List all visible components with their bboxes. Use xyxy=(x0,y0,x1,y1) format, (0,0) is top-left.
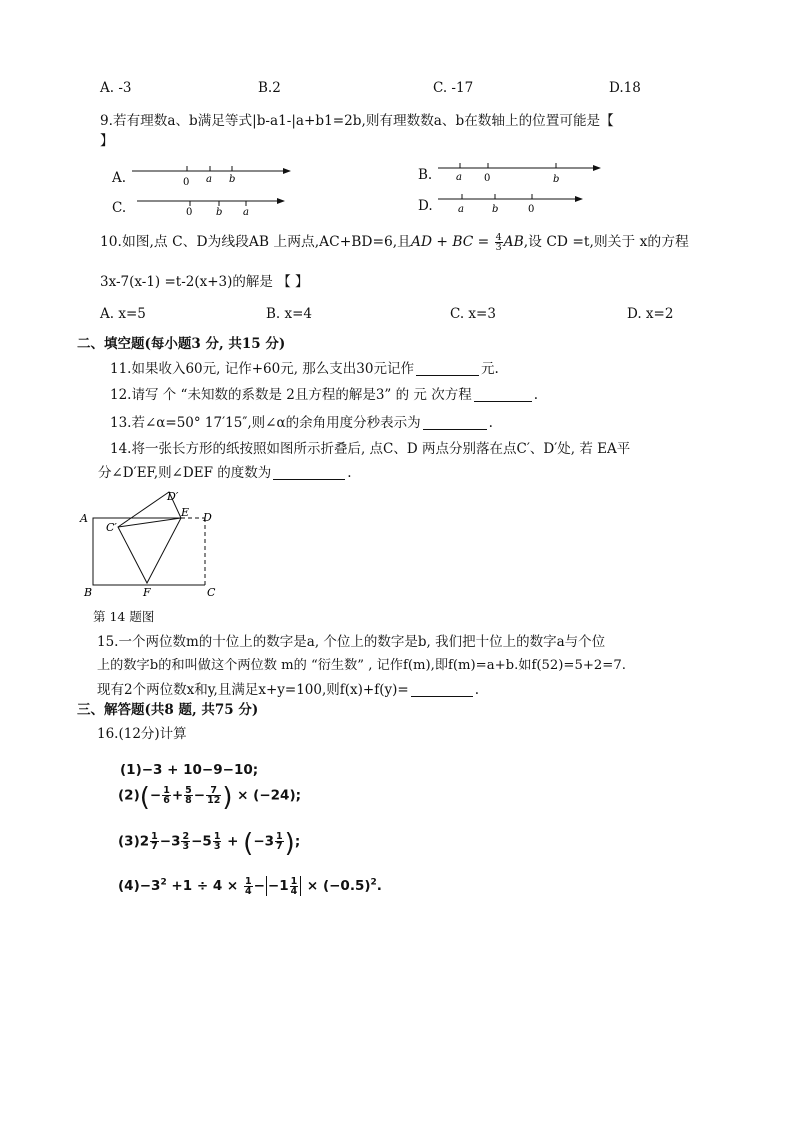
q9-stem-close: 】 xyxy=(100,133,114,149)
q13-text: 13.若∠α=50° 17′15″,则∠α的余角用度分秒表示为 xyxy=(110,415,421,431)
q15-text-end: . xyxy=(474,682,479,698)
q14-label-b: B xyxy=(84,586,93,599)
q10-formula-rhs: AB xyxy=(503,234,524,250)
q14-caption: 第 14 题图 xyxy=(93,609,155,624)
q16-part1: (1)−3 + 10−9−10; xyxy=(120,762,259,778)
q10-formula-lhs: AD + BC = xyxy=(410,234,494,250)
q14-label-c-prime: C′ xyxy=(106,521,117,534)
q8-option-b: B.2 xyxy=(258,80,281,96)
q9c-a: a xyxy=(243,207,249,218)
q11-answer-blank[interactable] xyxy=(416,361,479,376)
q11-text: 11.如果收入60元, 记作+60元, 那么支出30元记作 xyxy=(110,361,414,377)
q9a-zero: 0 xyxy=(183,177,190,188)
q9-number-line-c xyxy=(137,201,284,206)
q10-option-b: B. x=4 xyxy=(266,306,313,322)
q8-option-c: C. -17 xyxy=(433,80,474,96)
q16-part4: $(4)-3^2 +1 \div 4$ × $\frac{1}{4}$ − −1 $\frac{1}{4}$ × $(-0.5)^2$. xyxy=(118,875,382,897)
q9-number-line-b xyxy=(438,163,600,168)
q10-option-d: D. x=2 xyxy=(627,306,674,322)
q12-text: 12.请写 个 “未知数的系数是 2且方程的解是3” 的 元 次方程 xyxy=(110,387,472,403)
q9-option-a-label: A. xyxy=(112,170,127,186)
q9-option-c-label: C. xyxy=(112,200,127,216)
q15-line3 xyxy=(97,681,479,699)
q13-answer-blank[interactable] xyxy=(423,415,487,430)
q9d-zero: 0 xyxy=(528,204,535,215)
q10-stem-post: ,设 CD =t,则关于 x的方程 xyxy=(523,234,689,250)
q13 xyxy=(110,414,493,432)
q12 xyxy=(110,386,538,404)
q10-equation-line: 3x-7(x-1) =t-2(x+3)的解是 【 】 xyxy=(100,274,309,290)
q14-label-d-prime: D′ xyxy=(167,490,179,503)
q9-number-lines xyxy=(0,0,794,240)
section2-title: 二、填空题(每小题3 分, 共15 分) xyxy=(77,336,286,352)
q14-answer-blank[interactable] xyxy=(273,465,345,480)
q14-text: 分∠D′EF,则∠DEF 的度数为 xyxy=(98,465,272,481)
q10-fraction: $\frac{4}{3}$ xyxy=(495,232,502,253)
q9d-b: b xyxy=(492,204,499,215)
q9c-b: b xyxy=(216,207,223,218)
q14-text-end: . xyxy=(347,465,352,481)
q15-line1: 15.一个两位数m的十位上的数字是a, 个位上的数字是b, 我们把十位上的数字a与个位 xyxy=(97,634,606,650)
q9b-zero: 0 xyxy=(484,173,491,184)
q14-line2 xyxy=(98,464,352,482)
q13-text-end: . xyxy=(488,415,493,431)
q16-part3: (3)2 $\frac{1}{7}$ −3 $\frac{2}{3}$ −5 $\frac{1}{3}$ + (−3 $\frac{1}{7}$ ); xyxy=(118,828,301,859)
q9-number-line-a xyxy=(132,166,290,171)
q12-text-end: . xyxy=(533,387,538,403)
q14-line1: 14.将一张长方形的纸按照如图所示折叠后, 点C、D 两点分别落在点C′、D′处, 若 EA平 xyxy=(110,441,631,457)
q9-option-b-label: B. xyxy=(418,167,433,183)
q9a-a: a xyxy=(206,174,212,185)
q11 xyxy=(110,360,499,378)
q9c-zero: 0 xyxy=(186,207,193,218)
section3-title: 三、解答题(共8 题, 共75 分) xyxy=(77,702,259,718)
q14-label-d: D xyxy=(203,511,212,524)
q14-label-a: A xyxy=(80,512,88,525)
q15-answer-blank[interactable] xyxy=(411,682,473,697)
q15-line2: 上的数字b的和叫做这个两位数 m的 “衍生数” , 记作f(m),即f(m)=a+b.如f(52)=5+2=7. xyxy=(97,658,626,673)
q9b-b: b xyxy=(553,174,560,185)
q8-option-d: D.18 xyxy=(609,80,641,96)
q8-option-a: A. -3 xyxy=(100,80,132,96)
q14-figure xyxy=(70,484,230,602)
q9a-b: b xyxy=(229,174,236,185)
q11-text-end: 元. xyxy=(480,361,499,377)
q9-stem: 9.若有理数a、b满足等式|b-a1-|a+b1=2b,则有理数数a、b在数轴上的位置可能是【 xyxy=(100,113,614,129)
q10-option-a: A. x=5 xyxy=(100,306,146,322)
q9b-a: a xyxy=(456,172,462,183)
q14-folded-triangle xyxy=(118,492,181,583)
q12-answer-blank[interactable] xyxy=(474,387,532,402)
q15-text: 现有2个两位数x和y,且满足x+y=100,则f(x)+f(y)= xyxy=(97,682,409,698)
q14-label-f: F xyxy=(143,586,151,599)
q9-number-line-d xyxy=(438,194,582,199)
q9d-a: a xyxy=(458,204,464,215)
q9-option-d-label: D. xyxy=(418,198,433,214)
q16-part2: (2)(− $\frac{1}{6}$ + $\frac{5}{8}$ − $\frac{7}{12}$ ) × (−24); xyxy=(118,782,302,813)
q16-title: 16.(12分)计算 xyxy=(97,726,187,742)
q10-stem xyxy=(100,233,689,252)
q10-option-c: C. x=3 xyxy=(450,306,496,322)
q14-label-e: E xyxy=(181,506,190,519)
q14-label-c: C xyxy=(207,586,216,599)
q10-stem-pre: 10.如图,点 C、D为线段AB 上两点,AC+BD=6,且 xyxy=(100,234,411,250)
